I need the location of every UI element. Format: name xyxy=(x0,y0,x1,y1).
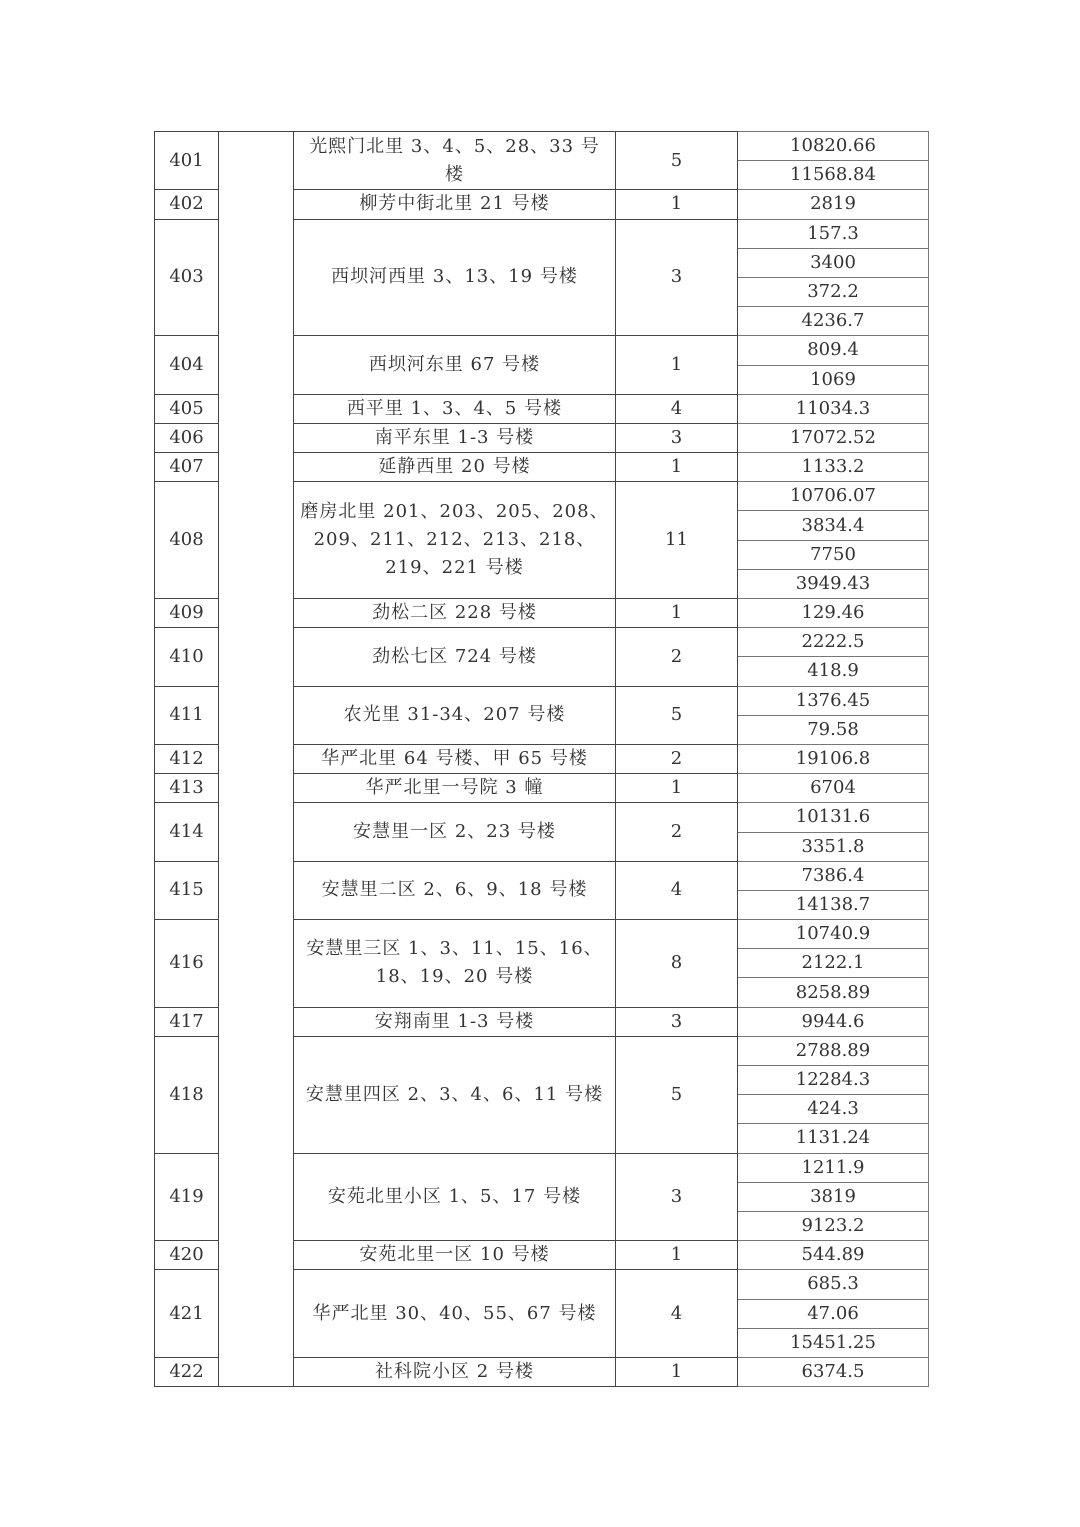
area-value-cell: 19106.8 xyxy=(738,744,929,773)
row-number-cell: 410 xyxy=(155,628,219,686)
building-name-cell: 西坝河东里 67 号楼 xyxy=(294,336,616,394)
building-count-cell: 4 xyxy=(616,861,738,919)
building-count-cell: 4 xyxy=(616,1270,738,1358)
row-number-cell: 422 xyxy=(155,1357,219,1386)
row-number-cell: 412 xyxy=(155,744,219,773)
area-value-cell: 2788.89 xyxy=(738,1036,929,1065)
building-count-cell: 3 xyxy=(616,1007,738,1036)
building-name-cell: 安翔南里 1-3 号楼 xyxy=(294,1007,616,1036)
building-name-cell: 西坝河西里 3、13、19 号楼 xyxy=(294,219,616,336)
area-value-cell: 6704 xyxy=(738,774,929,803)
area-value-cell: 9944.6 xyxy=(738,1007,929,1036)
row-number-cell: 406 xyxy=(155,423,219,452)
building-name-cell: 农光里 31-34、207 号楼 xyxy=(294,686,616,744)
area-value-cell: 418.9 xyxy=(738,657,929,686)
row-number-cell: 407 xyxy=(155,453,219,482)
row-number-cell: 419 xyxy=(155,1153,219,1241)
row-number-cell: 418 xyxy=(155,1036,219,1153)
building-count-cell: 2 xyxy=(616,744,738,773)
row-number-cell: 409 xyxy=(155,599,219,628)
building-name-cell: 劲松二区 228 号楼 xyxy=(294,599,616,628)
area-value-cell: 9123.2 xyxy=(738,1211,929,1240)
table-body xyxy=(155,132,929,1387)
area-value-cell: 8258.89 xyxy=(738,978,929,1007)
building-count-cell: 4 xyxy=(616,394,738,423)
area-value-cell: 424.3 xyxy=(738,1095,929,1124)
row-number-cell: 401 xyxy=(155,132,219,190)
area-value-cell: 1131.24 xyxy=(738,1124,929,1153)
building-count-cell: 11 xyxy=(616,482,738,599)
building-name-cell: 劲松七区 724 号楼 xyxy=(294,628,616,686)
area-value-cell: 47.06 xyxy=(738,1299,929,1328)
building-name-cell: 华严北里 64 号楼、甲 65 号楼 xyxy=(294,744,616,773)
area-value-cell: 4236.7 xyxy=(738,307,929,336)
building-count-cell: 3 xyxy=(616,219,738,336)
area-value-cell: 7750 xyxy=(738,540,929,569)
area-value-cell: 685.3 xyxy=(738,1270,929,1299)
building-name-cell: 安慧里三区 1、3、11、15、16、18、19、20 号楼 xyxy=(294,920,616,1008)
area-value-cell: 157.3 xyxy=(738,219,929,248)
building-count-cell: 1 xyxy=(616,453,738,482)
building-count-cell: 2 xyxy=(616,628,738,686)
area-value-cell: 3400 xyxy=(738,248,929,277)
table-row xyxy=(155,132,929,161)
row-number-cell: 415 xyxy=(155,861,219,919)
building-count-cell: 1 xyxy=(616,774,738,803)
building-count-cell: 1 xyxy=(616,190,738,219)
building-name-cell: 安慧里四区 2、3、4、6、11 号楼 xyxy=(294,1036,616,1153)
building-count-cell: 1 xyxy=(616,1357,738,1386)
area-value-cell: 15451.25 xyxy=(738,1328,929,1357)
building-count-cell: 2 xyxy=(616,803,738,861)
building-name-cell: 安慧里一区 2、23 号楼 xyxy=(294,803,616,861)
building-name-cell: 南平东里 1-3 号楼 xyxy=(294,423,616,452)
area-value-cell: 10131.6 xyxy=(738,803,929,832)
area-value-cell: 1211.9 xyxy=(738,1153,929,1182)
area-value-cell: 6374.5 xyxy=(738,1357,929,1386)
area-value-cell: 544.89 xyxy=(738,1241,929,1270)
building-name-cell: 安苑北里一区 10 号楼 xyxy=(294,1241,616,1270)
area-value-cell: 2122.1 xyxy=(738,949,929,978)
area-value-cell: 7386.4 xyxy=(738,861,929,890)
row-number-cell: 411 xyxy=(155,686,219,744)
row-number-cell: 417 xyxy=(155,1007,219,1036)
row-number-cell: 402 xyxy=(155,190,219,219)
area-value-cell: 10706.07 xyxy=(738,482,929,511)
row-number-cell: 403 xyxy=(155,219,219,336)
building-count-cell: 1 xyxy=(616,1241,738,1270)
building-name-cell: 磨房北里 201、203、205、208、209、211、212、213、218、219、221 号楼 xyxy=(294,482,616,599)
building-name-cell: 华严北里一号院 3 幢 xyxy=(294,774,616,803)
area-value-cell: 11568.84 xyxy=(738,161,929,190)
area-value-cell: 14138.7 xyxy=(738,890,929,919)
area-value-cell: 129.46 xyxy=(738,599,929,628)
building-name-cell: 延静西里 20 号楼 xyxy=(294,453,616,482)
area-value-cell: 11034.3 xyxy=(738,394,929,423)
building-name-cell: 华严北里 30、40、55、67 号楼 xyxy=(294,1270,616,1358)
area-value-cell: 1069 xyxy=(738,365,929,394)
building-count-cell: 5 xyxy=(616,132,738,190)
building-count-cell: 5 xyxy=(616,1036,738,1153)
row-number-cell: 421 xyxy=(155,1270,219,1358)
area-value-cell: 809.4 xyxy=(738,336,929,365)
area-value-cell: 12284.3 xyxy=(738,1066,929,1095)
area-value-cell: 2819 xyxy=(738,190,929,219)
area-value-cell: 1133.2 xyxy=(738,453,929,482)
area-value-cell: 3949.43 xyxy=(738,569,929,598)
building-count-cell: 1 xyxy=(616,599,738,628)
building-count-cell: 3 xyxy=(616,1153,738,1241)
row-number-cell: 414 xyxy=(155,803,219,861)
building-name-cell: 光熙门北里 3、4、5、28、33 号楼 xyxy=(294,132,616,190)
building-name-cell: 安慧里二区 2、6、9、18 号楼 xyxy=(294,861,616,919)
row-number-cell: 420 xyxy=(155,1241,219,1270)
area-value-cell: 10740.9 xyxy=(738,920,929,949)
row-number-cell: 416 xyxy=(155,920,219,1008)
building-name-cell: 社科院小区 2 号楼 xyxy=(294,1357,616,1386)
area-value-cell: 1376.45 xyxy=(738,686,929,715)
area-value-cell: 79.58 xyxy=(738,715,929,744)
building-count-cell: 5 xyxy=(616,686,738,744)
building-name-cell: 安苑北里小区 1、5、17 号楼 xyxy=(294,1153,616,1241)
building-name-cell: 柳芳中街北里 21 号楼 xyxy=(294,190,616,219)
area-value-cell: 372.2 xyxy=(738,277,929,306)
building-count-cell: 3 xyxy=(616,423,738,452)
area-value-cell: 3834.4 xyxy=(738,511,929,540)
merged-blank-column xyxy=(219,132,294,1387)
building-count-cell: 1 xyxy=(616,336,738,394)
buildings-table xyxy=(154,131,929,1387)
row-number-cell: 404 xyxy=(155,336,219,394)
area-value-cell: 3351.8 xyxy=(738,832,929,861)
building-count-cell: 8 xyxy=(616,920,738,1008)
building-name-cell: 西平里 1、3、4、5 号楼 xyxy=(294,394,616,423)
area-value-cell: 10820.66 xyxy=(738,132,929,161)
area-value-cell: 17072.52 xyxy=(738,423,929,452)
area-value-cell: 3819 xyxy=(738,1182,929,1211)
row-number-cell: 413 xyxy=(155,774,219,803)
area-value-cell: 2222.5 xyxy=(738,628,929,657)
row-number-cell: 405 xyxy=(155,394,219,423)
row-number-cell: 408 xyxy=(155,482,219,599)
